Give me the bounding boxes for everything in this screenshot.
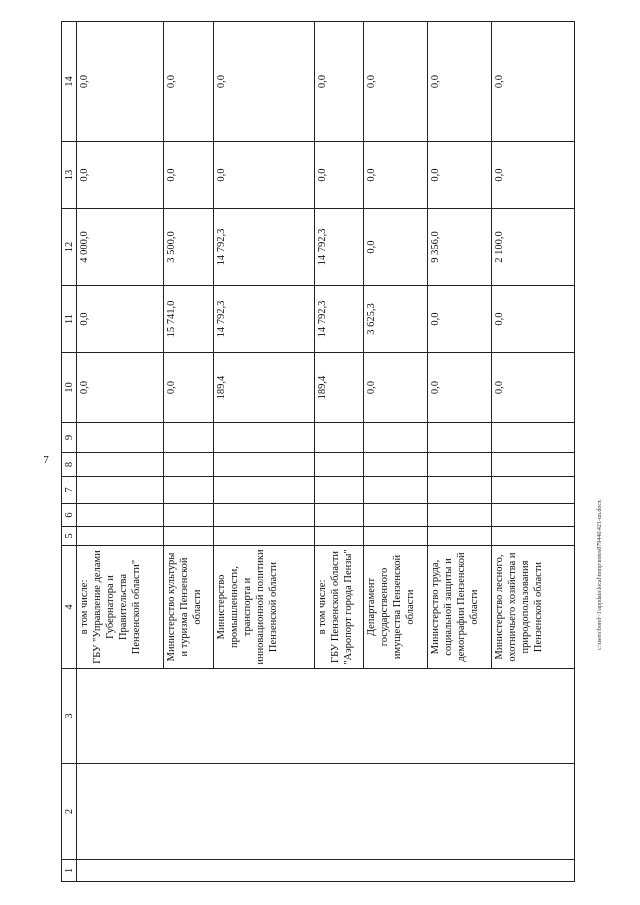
blank-cell bbox=[428, 527, 492, 546]
blank-cell bbox=[164, 527, 214, 546]
blank-cell bbox=[364, 423, 428, 453]
value-cell-14: 0,0 bbox=[428, 22, 492, 142]
blank-cell bbox=[77, 453, 164, 477]
value-cell-11: 14 792,3 bbox=[213, 286, 314, 353]
blank-cell bbox=[314, 423, 364, 453]
blank-cell bbox=[77, 764, 575, 860]
value-cell-13: 0,0 bbox=[364, 142, 428, 209]
value-cell-11: 0,0 bbox=[492, 286, 575, 353]
value-cell-14: 0,0 bbox=[77, 22, 164, 142]
blank-cell bbox=[364, 477, 428, 504]
col-header: 2 bbox=[62, 764, 77, 860]
value-cell-10: 0,0 bbox=[428, 353, 492, 423]
blank-cell bbox=[492, 477, 575, 504]
value-cell-12: 3 500,0 bbox=[164, 209, 214, 286]
blank-cell bbox=[364, 453, 428, 477]
blank-cell bbox=[213, 527, 314, 546]
header-row bbox=[62, 22, 77, 882]
value-cell-12: 2 100,0 bbox=[492, 209, 575, 286]
col-header: 12 bbox=[62, 209, 77, 286]
row-name-cell: Министерство культуры и туризма Пензенской области bbox=[164, 546, 214, 669]
value-cell-10: 0,0 bbox=[364, 353, 428, 423]
col-header: 6 bbox=[62, 504, 77, 527]
value-cell-11: 14 792,3 bbox=[314, 286, 364, 353]
value-cell-13: 0,0 bbox=[77, 142, 164, 209]
blank-cell bbox=[314, 453, 364, 477]
row-name-cell: Министерство лесного, охотничьего хозяйства и природопользования Пензенской области bbox=[492, 546, 575, 669]
value-cell-12: 0,0 bbox=[364, 209, 428, 286]
blank-cell bbox=[428, 453, 492, 477]
row-name-cell: в том числе: ГБУ Пензенской области "Аэропорт города Пензы" bbox=[314, 546, 364, 669]
blank-cell bbox=[492, 423, 575, 453]
value-cell-10: 0,0 bbox=[164, 353, 214, 423]
page-number: 7 bbox=[43, 454, 49, 466]
row-name-cell: Министерство промышленности, транспорта и инновационной политики Пензенской области bbox=[213, 546, 314, 669]
col-header: 3 bbox=[62, 669, 77, 764]
blank-cell bbox=[314, 477, 364, 504]
value-cell-11: 3 625,3 bbox=[364, 286, 428, 353]
blank-cell bbox=[213, 504, 314, 527]
blank-cell bbox=[213, 453, 314, 477]
value-cell-12: 14 792,3 bbox=[314, 209, 364, 286]
blank-cell bbox=[314, 504, 364, 527]
value-cell-14: 0,0 bbox=[314, 22, 364, 142]
value-cell-14: 0,0 bbox=[213, 22, 314, 142]
value-cell-14: 0,0 bbox=[164, 22, 214, 142]
value-cell-10: 0,0 bbox=[492, 353, 575, 423]
blank-cell bbox=[77, 423, 164, 453]
value-cell-14: 0,0 bbox=[364, 22, 428, 142]
col-header: 8 bbox=[62, 453, 77, 477]
table-row bbox=[77, 22, 164, 882]
value-cell-11: 0,0 bbox=[428, 286, 492, 353]
value-cell-13: 0,0 bbox=[428, 142, 492, 209]
col-header: 11 bbox=[62, 286, 77, 353]
blank-cell bbox=[164, 453, 214, 477]
blank-cell bbox=[213, 423, 314, 453]
col-header: 14 bbox=[62, 22, 77, 142]
col-header: 13 bbox=[62, 142, 77, 209]
table-wrapper bbox=[61, 22, 575, 882]
value-cell-10: 189,4 bbox=[314, 353, 364, 423]
budget-table bbox=[61, 21, 575, 882]
blank-cell bbox=[77, 504, 164, 527]
blank-cell bbox=[77, 477, 164, 504]
value-cell-11: 0,0 bbox=[77, 286, 164, 353]
blank-cell bbox=[164, 477, 214, 504]
blank-cell bbox=[213, 477, 314, 504]
file-path-footer: c:\users\borel~1\appdata\local\temp\notes879446\421-un.docx bbox=[597, 499, 603, 650]
blank-cell bbox=[428, 477, 492, 504]
blank-cell bbox=[492, 527, 575, 546]
value-cell-12: 14 792,3 bbox=[213, 209, 314, 286]
value-cell-12: 4 000,0 bbox=[77, 209, 164, 286]
value-cell-12: 9 356,0 bbox=[428, 209, 492, 286]
row-name-cell: Департамент государственного имущества Пензенской области bbox=[364, 546, 428, 669]
row-name-cell: Министерство труда, социальной защиты и демографии Пензенской области bbox=[428, 546, 492, 669]
blank-cell bbox=[428, 504, 492, 527]
value-cell-13: 0,0 bbox=[164, 142, 214, 209]
blank-cell bbox=[492, 453, 575, 477]
blank-cell bbox=[364, 504, 428, 527]
col-header: 7 bbox=[62, 477, 77, 504]
col-header: 9 bbox=[62, 423, 77, 453]
blank-cell bbox=[77, 527, 164, 546]
blank-cell bbox=[77, 669, 575, 764]
value-cell-10: 0,0 bbox=[77, 353, 164, 423]
col-header: 1 bbox=[62, 860, 77, 882]
value-cell-13: 0,0 bbox=[314, 142, 364, 209]
col-header: 10 bbox=[62, 353, 77, 423]
blank-cell bbox=[314, 527, 364, 546]
value-cell-11: 15 741,0 bbox=[164, 286, 214, 353]
blank-cell bbox=[77, 860, 575, 882]
value-cell-14: 0,0 bbox=[492, 22, 575, 142]
blank-cell bbox=[364, 527, 428, 546]
blank-cell bbox=[492, 504, 575, 527]
value-cell-10: 189,4 bbox=[213, 353, 314, 423]
col-header: 4 bbox=[62, 546, 77, 669]
row-name-cell: в том числе: ГБУ "Управление делами Губернатора и Правительства Пензенской области" bbox=[77, 546, 164, 669]
blank-cell bbox=[164, 504, 214, 527]
value-cell-13: 0,0 bbox=[213, 142, 314, 209]
col-header: 5 bbox=[62, 527, 77, 546]
blank-cell bbox=[164, 423, 214, 453]
value-cell-13: 0,0 bbox=[492, 142, 575, 209]
blank-cell bbox=[428, 423, 492, 453]
